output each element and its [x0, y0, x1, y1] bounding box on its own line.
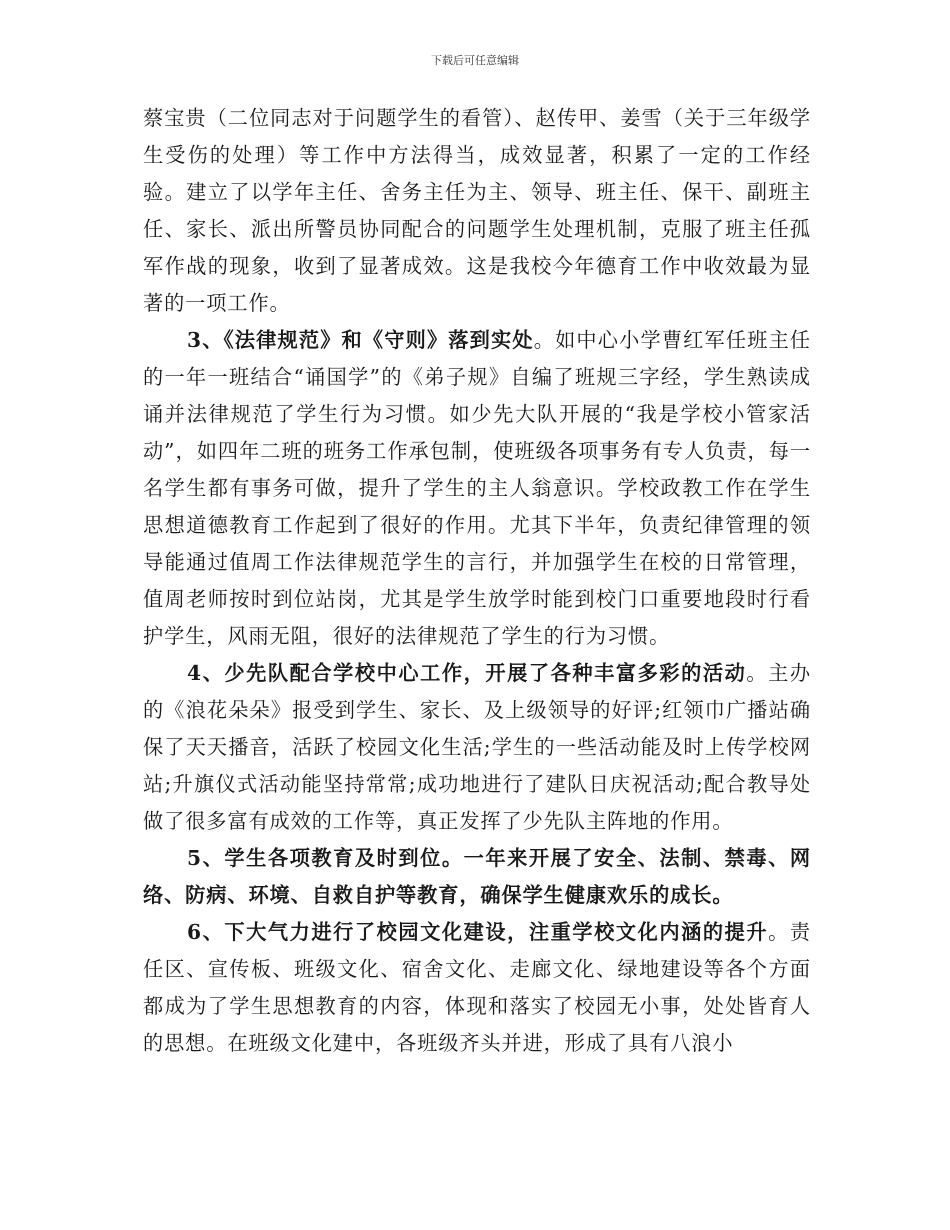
paragraph-item-5 — [143, 840, 811, 914]
paragraph-heading: 3、《法律规范》和《守则》落到实处 — [187, 328, 534, 352]
paragraph-heading: 4、少先队配合学校中心工作，开展了各种丰富多彩的活动 — [187, 661, 747, 685]
paragraph-heading: 6、下大气力进行了校园文化建设，注重学校文化内涵的提升 — [187, 920, 769, 944]
paragraph-continuation — [143, 100, 811, 322]
paragraph-item-4 — [143, 655, 811, 840]
document-body — [143, 100, 811, 1062]
paragraph-heading: 5、学生各项教育及时到位。一年来开展了安全、法制、禁毒、网络、防病、环境、自救自护等教育，确保学生健康欢乐的成长。 — [143, 846, 811, 907]
paragraph-body: 。主办的《浪花朵朵》报受到学生、家长、及上级领导的好评;红领巾广播站确保了天天播音，活跃了校园文化生活;学生的一些活动能及时上传学校网站;升旗仪式活动能坚持常常;成功地进行了建队日庆祝活动;配合教导处做了很多富有成效的工作等，真正发挥了少先队主阵地的作用。 — [143, 661, 811, 833]
paragraph-item-6 — [143, 914, 811, 1062]
page-header-note: 下载后可任意编辑 — [431, 54, 519, 67]
paragraph-body: 。责任区、宣传板、班级文化、宿舍文化、走廊文化、绿地建设等各个方面都成为了学生思想教育的内容，体现和落实了校园无小事，处处皆育人的思想。在班级文化建中，各班级齐头并进，形成了具有八浪小 — [143, 920, 811, 1055]
paragraph-item-3 — [143, 322, 811, 655]
paragraph-body: 蔡宝贵（二位同志对于问题学生的看管）、赵传甲、姜雪（关于三年级学生受伤的处理）等工作中方法得当，成效显著，积累了一定的工作经验。建立了以学年主任、舍务主任为主、领导、班主任、保干、副班主任、家长、派出所警员协同配合的问题学生处理机制，克服了班主任孤军作战的现象，收到了显著成效。这是我校今年德育工作中收效最为显著的一项工作。 — [143, 106, 811, 315]
paragraph-body: 。如中心小学曹红军任班主任的一年一班结合“诵国学”的《弟子规》自编了班规三字经，学生熟读成诵并法律规范了学生行为习惯。如少先大队开展的“我是学校小管家活动”，如四年二班的班务工作承包制，使班级各项事务有专人负责，每一名学生都有事务可做，提升了学生的主人翁意识。学校政教工作在学生思想道德教育工作起到了很好的作用。尤其下半年，负责纪律管理的领导能通过值周工作法律规范学生的言行，并加强学生在校的日常管理，值周老师按时到位站岗，尤其是学生放学时能到校门口重要地段时行看护学生，风雨无阻，很好的法律规范了学生的行为习惯。 — [143, 328, 812, 648]
